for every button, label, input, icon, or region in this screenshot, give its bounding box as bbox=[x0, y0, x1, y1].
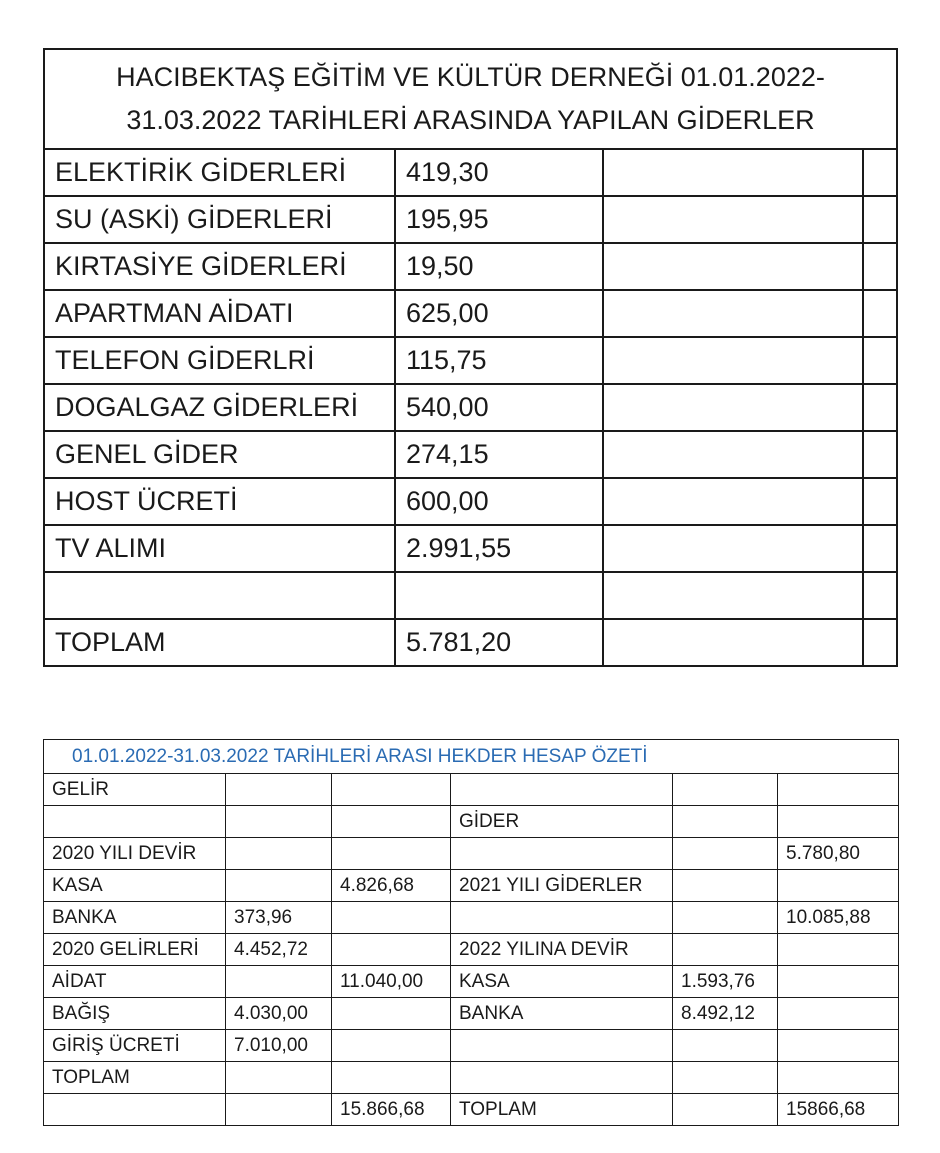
summary-cell bbox=[332, 774, 451, 806]
summary-cell bbox=[451, 774, 673, 806]
blank-cell bbox=[863, 478, 897, 525]
expense-label: KIRTASİYE GİDERLERİ bbox=[44, 243, 395, 290]
summary-cell bbox=[332, 998, 451, 1030]
summary-cell: 11.040,00 bbox=[332, 966, 451, 998]
summary-row bbox=[44, 998, 899, 1030]
summary-cell bbox=[451, 838, 673, 870]
summary-cell bbox=[44, 806, 226, 838]
blank-cell bbox=[603, 525, 863, 572]
summary-cell bbox=[778, 998, 899, 1030]
expense-row bbox=[44, 149, 897, 196]
summary-cell bbox=[451, 1062, 673, 1094]
summary-row bbox=[44, 966, 899, 998]
expense-row bbox=[44, 478, 897, 525]
expense-label bbox=[44, 572, 395, 619]
summary-cell: 2021 YILI GİDERLER bbox=[451, 870, 673, 902]
summary-cell bbox=[673, 1094, 778, 1126]
summary-cell bbox=[673, 806, 778, 838]
expense-label: TELEFON GİDERLRİ bbox=[44, 337, 395, 384]
summary-cell: BAĞIŞ bbox=[44, 998, 226, 1030]
summary-cell: 1.593,76 bbox=[673, 966, 778, 998]
expense-row bbox=[44, 196, 897, 243]
expense-amount: 115,75 bbox=[395, 337, 603, 384]
summary-cell: 8.492,12 bbox=[673, 998, 778, 1030]
summary-cell bbox=[332, 806, 451, 838]
summary-cell: KASA bbox=[451, 966, 673, 998]
expense-label: GENEL GİDER bbox=[44, 431, 395, 478]
blank-cell bbox=[863, 243, 897, 290]
summary-cell bbox=[332, 902, 451, 934]
summary-cell bbox=[226, 966, 332, 998]
summary-cell: 2020 YILI DEVİR bbox=[44, 838, 226, 870]
summary-cell bbox=[226, 838, 332, 870]
summary-cell bbox=[778, 966, 899, 998]
expense-amount: 600,00 bbox=[395, 478, 603, 525]
expense-row bbox=[44, 337, 897, 384]
summary-cell: TOPLAM bbox=[44, 1062, 226, 1094]
expense-label: HOST ÜCRETİ bbox=[44, 478, 395, 525]
summary-cell: 5.780,80 bbox=[778, 838, 899, 870]
summary-cell bbox=[778, 806, 899, 838]
summary-cell: 2020 GELİRLERİ bbox=[44, 934, 226, 966]
expense-row bbox=[44, 384, 897, 431]
blank-cell bbox=[603, 478, 863, 525]
summary-cell: 373,96 bbox=[226, 902, 332, 934]
summary-cell: 10.085,88 bbox=[778, 902, 899, 934]
summary-cell bbox=[673, 774, 778, 806]
summary-cell bbox=[332, 838, 451, 870]
expense-amount: 625,00 bbox=[395, 290, 603, 337]
summary-cell bbox=[673, 1062, 778, 1094]
summary-cell bbox=[673, 838, 778, 870]
expense-amount: 19,50 bbox=[395, 243, 603, 290]
summary-cell bbox=[673, 870, 778, 902]
blank-cell bbox=[603, 149, 863, 196]
summary-title: 01.01.2022-31.03.2022 TARİHLERİ ARASI HEKDER HESAP ÖZETİ bbox=[44, 740, 899, 774]
summary-cell bbox=[226, 806, 332, 838]
summary-cell bbox=[778, 934, 899, 966]
summary-cell: 4.452,72 bbox=[226, 934, 332, 966]
summary-cell bbox=[778, 1030, 899, 1062]
expense-amount: 274,15 bbox=[395, 431, 603, 478]
summary-cell: 4.826,68 bbox=[332, 870, 451, 902]
summary-row bbox=[44, 1030, 899, 1062]
summary-cell: 15866,68 bbox=[778, 1094, 899, 1126]
summary-cell bbox=[451, 1030, 673, 1062]
expense-total-amount: 5.781,20 bbox=[395, 619, 603, 666]
summary-cell: BANKA bbox=[44, 902, 226, 934]
summary-cell bbox=[332, 1030, 451, 1062]
expense-label: SU (ASKİ) GİDERLERİ bbox=[44, 196, 395, 243]
blank-cell bbox=[863, 619, 897, 666]
blank-cell bbox=[603, 243, 863, 290]
summary-cell: 4.030,00 bbox=[226, 998, 332, 1030]
blank-cell bbox=[603, 572, 863, 619]
blank-cell bbox=[863, 337, 897, 384]
expense-row bbox=[44, 525, 897, 572]
expense-total-row bbox=[44, 619, 897, 666]
expense-total-label: TOPLAM bbox=[44, 619, 395, 666]
summary-cell: GİRİŞ ÜCRETİ bbox=[44, 1030, 226, 1062]
summary-row bbox=[44, 934, 899, 966]
blank-cell bbox=[863, 149, 897, 196]
summary-cell: 7.010,00 bbox=[226, 1030, 332, 1062]
expense-row bbox=[44, 431, 897, 478]
summary-cell bbox=[226, 1094, 332, 1126]
blank-cell bbox=[863, 525, 897, 572]
expense-label: TV ALIMI bbox=[44, 525, 395, 572]
blank-cell bbox=[863, 431, 897, 478]
blank-cell bbox=[603, 290, 863, 337]
blank-cell bbox=[603, 384, 863, 431]
summary-row bbox=[44, 1062, 899, 1094]
expenses-table bbox=[43, 48, 898, 667]
expense-amount: 419,30 bbox=[395, 149, 603, 196]
expense-label: APARTMAN AİDATI bbox=[44, 290, 395, 337]
summary-cell bbox=[673, 1030, 778, 1062]
blank-cell bbox=[863, 290, 897, 337]
summary-row bbox=[44, 1094, 899, 1126]
blank-cell bbox=[603, 337, 863, 384]
expense-row bbox=[44, 243, 897, 290]
blank-cell bbox=[603, 619, 863, 666]
blank-cell bbox=[603, 196, 863, 243]
blank-cell bbox=[863, 196, 897, 243]
expense-amount: 2.991,55 bbox=[395, 525, 603, 572]
summary-cell bbox=[44, 1094, 226, 1126]
expense-amount: 540,00 bbox=[395, 384, 603, 431]
summary-cell: GİDER bbox=[451, 806, 673, 838]
summary-row bbox=[44, 902, 899, 934]
summary-row bbox=[44, 806, 899, 838]
summary-row bbox=[44, 870, 899, 902]
summary-cell: 2022 YILINA DEVİR bbox=[451, 934, 673, 966]
expense-row bbox=[44, 290, 897, 337]
summary-cell bbox=[332, 934, 451, 966]
expense-row bbox=[44, 572, 897, 619]
summary-cell bbox=[226, 870, 332, 902]
summary-row bbox=[44, 774, 899, 806]
summary-cell bbox=[778, 870, 899, 902]
blank-cell bbox=[603, 431, 863, 478]
summary-cell bbox=[673, 934, 778, 966]
expense-amount bbox=[395, 572, 603, 619]
summary-cell bbox=[778, 774, 899, 806]
expense-amount: 195,95 bbox=[395, 196, 603, 243]
summary-cell: AİDAT bbox=[44, 966, 226, 998]
summary-cell bbox=[332, 1062, 451, 1094]
blank-cell bbox=[863, 572, 897, 619]
expense-label: ELEKTİRİK GİDERLERİ bbox=[44, 149, 395, 196]
summary-cell bbox=[451, 902, 673, 934]
account-summary-table bbox=[43, 739, 899, 1126]
summary-cell: GELİR bbox=[44, 774, 226, 806]
blank-cell bbox=[863, 384, 897, 431]
summary-cell bbox=[226, 774, 332, 806]
summary-cell: BANKA bbox=[451, 998, 673, 1030]
summary-cell bbox=[226, 1062, 332, 1094]
summary-row bbox=[44, 838, 899, 870]
expenses-title: HACIBEKTAŞ EĞİTİM VE KÜLTÜR DERNEĞİ 01.01.2022-31.03.2022 TARİHLERİ ARASINDA YAPILAN GİDERLER bbox=[44, 49, 897, 149]
summary-cell: TOPLAM bbox=[451, 1094, 673, 1126]
summary-cell: 15.866,68 bbox=[332, 1094, 451, 1126]
expense-label: DOGALGAZ GİDERLERİ bbox=[44, 384, 395, 431]
summary-cell bbox=[673, 902, 778, 934]
summary-cell bbox=[778, 1062, 899, 1094]
summary-cell: KASA bbox=[44, 870, 226, 902]
